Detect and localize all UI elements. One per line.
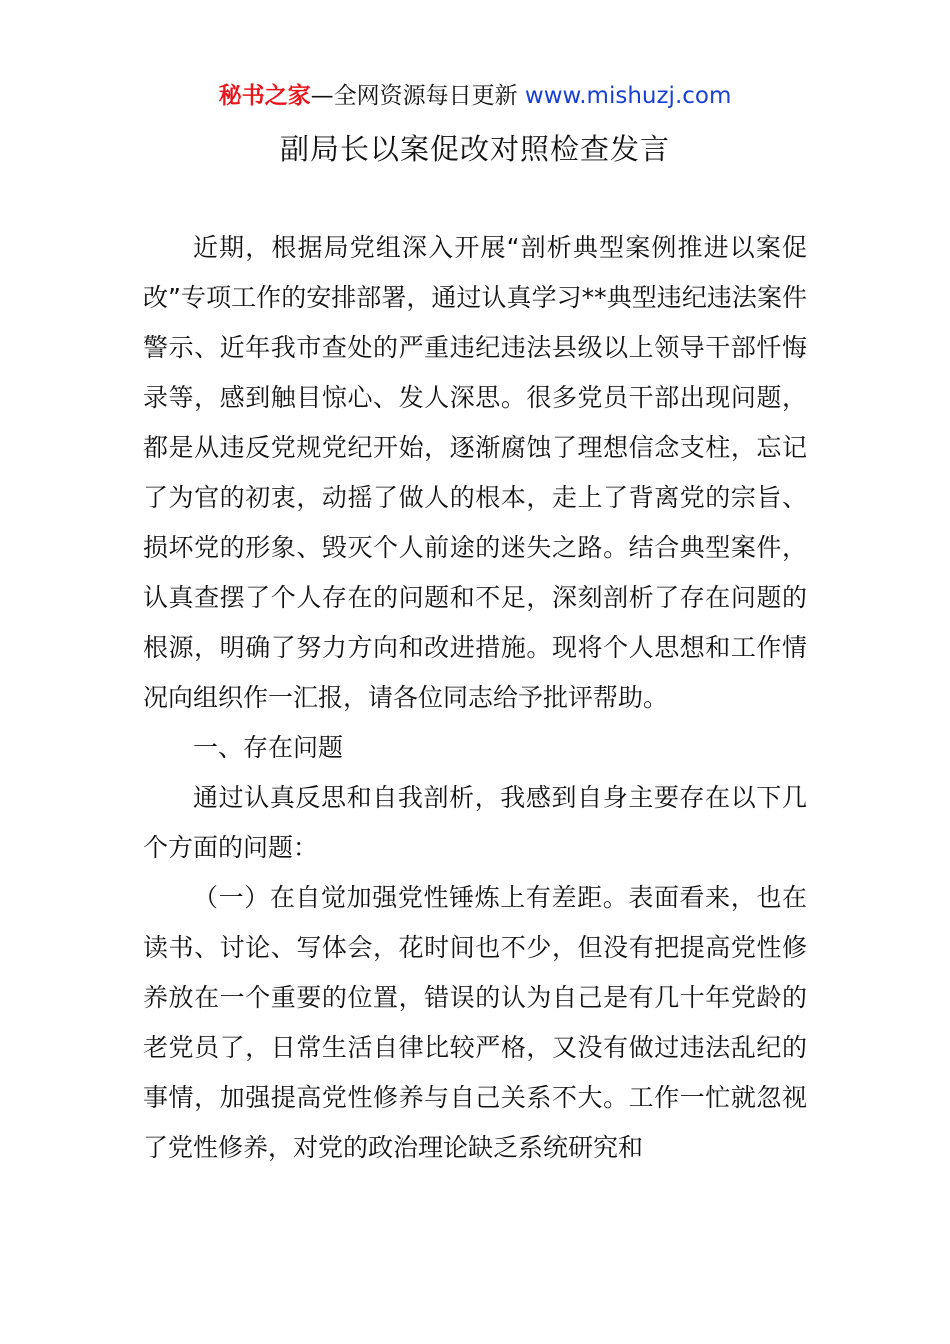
site-url-link[interactable]: www.mishuzj.com	[524, 83, 732, 109]
brand-name: 秘书之家	[218, 83, 311, 109]
document-title: 副局长以案促改对照检查发言	[279, 132, 670, 166]
header-tagline: —全网资源每日更新	[310, 83, 518, 109]
site-header	[0, 80, 950, 112]
intro-paragraph: 近期，根据局党组深入开展“剖析典型案例推进以案促改”专项工作的安排部署，通过认真学习**典型违纪违法案件警示、近年我市查处的严重违纪违法县级以上领导干部忏悔录等，感到触目惊心、发人深思。很多党员干部出现问题，都是从违反党规党纪开始，逐渐腐蚀了理想信念支柱，忘记了为官的初衷，动摇了做人的根本，走上了背离党的宗旨、损坏党的形象、毁灭个人前途的迷失之路。结合典型案件，认真查摆了个人存在的问题和不足，深刻剖析了存在问题的根源，明确了努力方向和改进措施。现将个人思想和工作情况向组织作一汇报，请各位同志给予批评帮助。	[143, 233, 807, 712]
problems-intro-paragraph: 通过认真反思和自我剖析，我感到自身主要存在以下几个方面的问题：	[143, 783, 807, 862]
problem-one-paragraph: （一）在自觉加强党性锤炼上有差距。表面看来，也在读书、讨论、写体会，花时间也不少，但没有把提高党性修养放在一个重要的位置，错误的认为自己是有几十年党龄的老党员了，日常生活自律比较严格，又没有做过违法乱纪的事情，加强提高党性修养与自己关系不大。工作一忙就忽视了党性修养，对党的政治理论缺乏系统研究和	[143, 883, 807, 1162]
section-heading-problems: 一、存在问题	[193, 733, 344, 762]
document-body	[143, 223, 807, 1173]
